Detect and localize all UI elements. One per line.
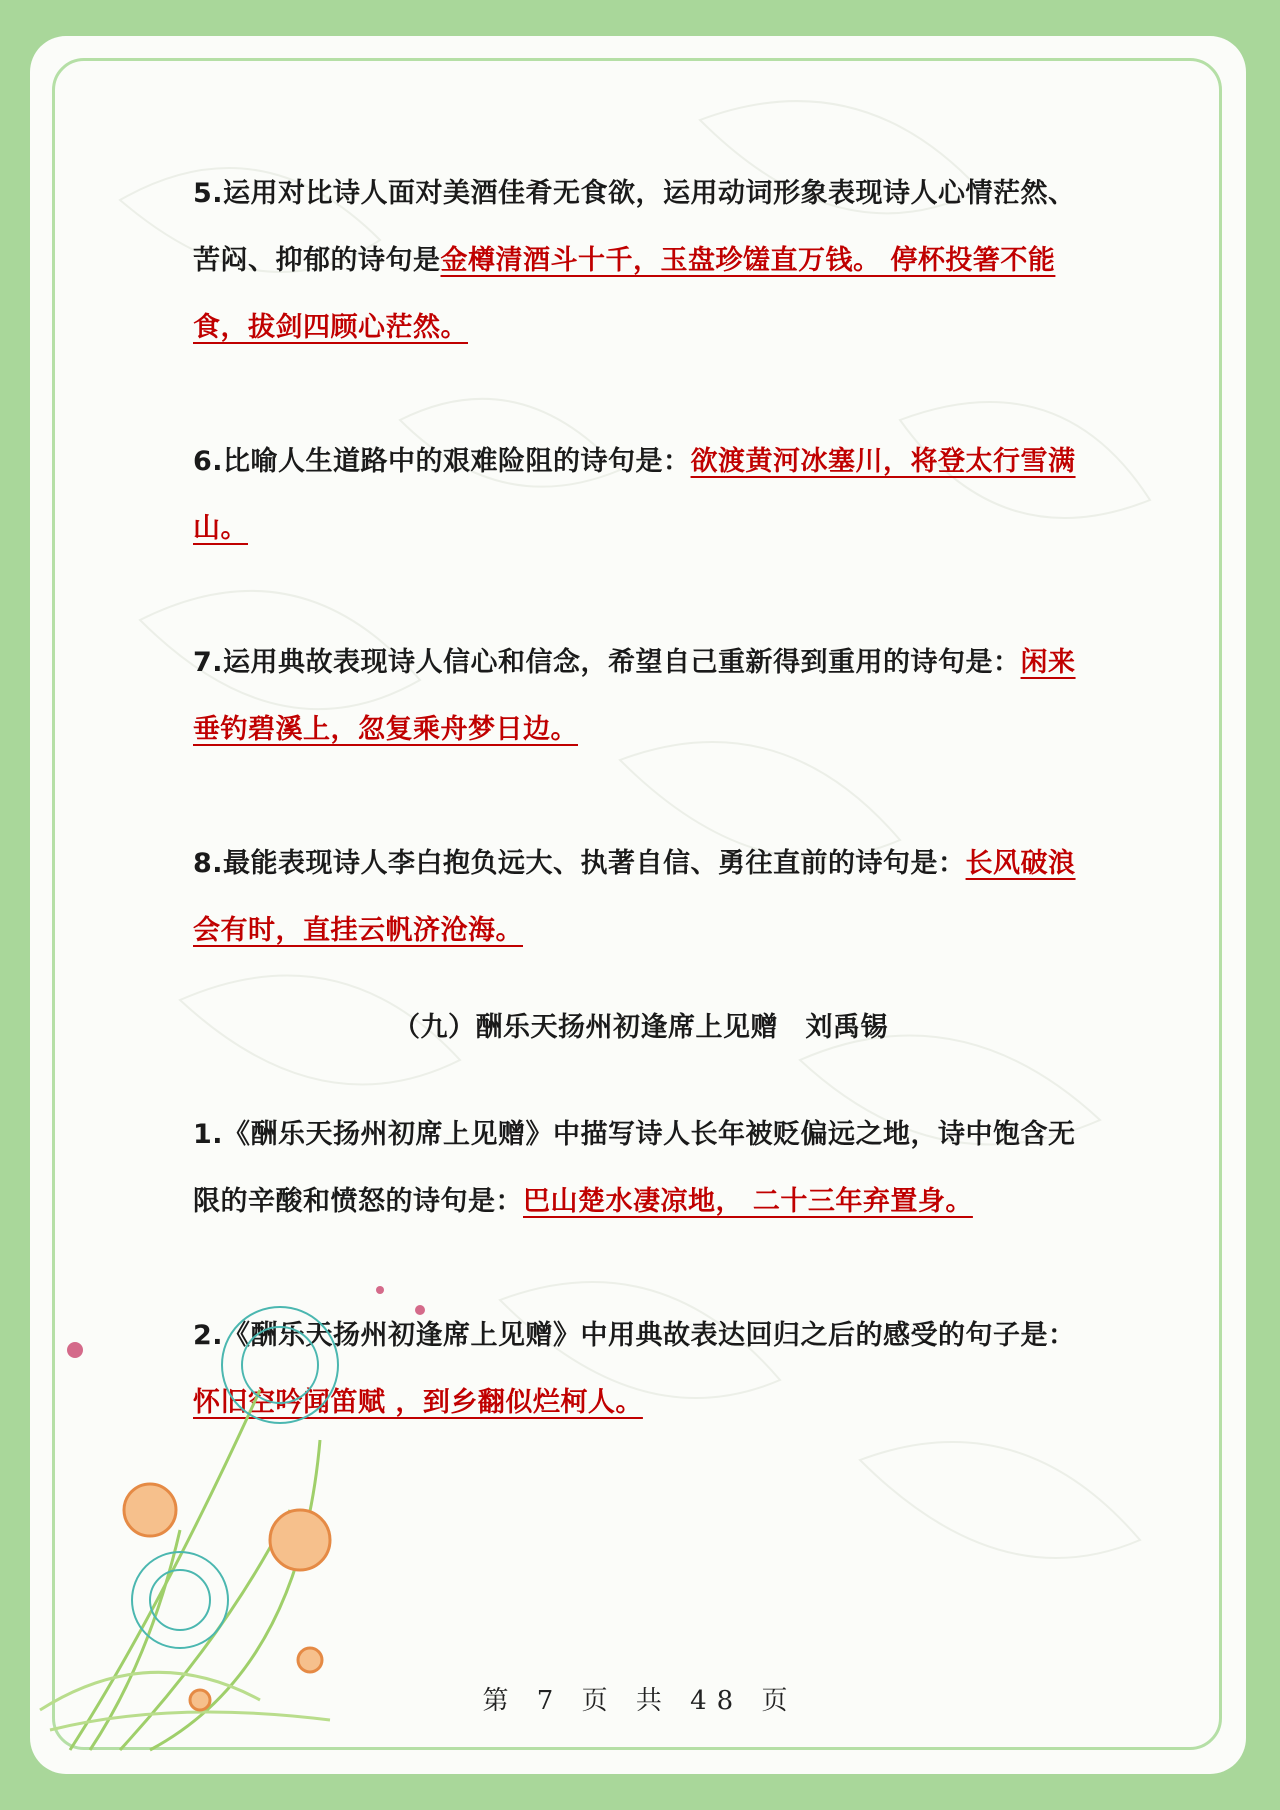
question-6 [193, 428, 1088, 562]
content-body [193, 160, 1088, 1436]
question-5-answer: 金樽清酒斗十千，玉盘珍馐直万钱。 停杯投箸不能食，拔剑四顾心茫然。 [193, 245, 1056, 343]
section-title: （九）酬乐天扬州初逢席上见赠 刘禹锡 [393, 1012, 888, 1043]
question-7-text: 7.运用典故表现诗人信心和信念，希望自己重新得到重用的诗句是： [193, 647, 1021, 678]
section-question-1 [193, 1101, 1088, 1235]
question-6-answer: 欲渡黄河冰塞川，将登太行雪满山。 [193, 446, 1076, 544]
question-7-answer: 闲来垂钓碧溪上，忽复乘舟梦日边。 [193, 647, 1076, 745]
section-question-1-answer: 巴山楚水凄凉地， 二十三年弃置身。 [523, 1186, 973, 1217]
question-5 [193, 160, 1088, 361]
question-6-text: 6.比喻人生道路中的艰难险阻的诗句是： [193, 446, 691, 477]
question-5-text: 5.运用对比诗人面对美酒佳肴无食欲，运用动词形象表现诗人心情茫然、苦闷、抑郁的诗句是 [193, 178, 1076, 276]
section-question-2-text: 2.《酬乐天扬州初逢席上见赠》中用典故表达回归之后的感受的句子是： [193, 1320, 1076, 1351]
section-question-2-answer: 怀旧空吟闻笛赋 ，到乡翻似烂柯人。 [193, 1387, 643, 1418]
question-8 [193, 830, 1088, 964]
question-8-answer: 长风破浪会有时，直挂云帆济沧海。 [193, 848, 1076, 946]
section-question-1-text: 1.《酬乐天扬州初席上见赠》中描写诗人长年被贬偏远之地，诗中饱含无限的辛酸和愤怒的诗句是： [193, 1119, 1076, 1217]
question-8-text: 8.最能表现诗人李白抱负远大、执著自信、勇往直前的诗句是： [193, 848, 966, 879]
page-number-footer: 第 7 页 共 48 页 [482, 1686, 798, 1716]
question-7 [193, 629, 1088, 763]
